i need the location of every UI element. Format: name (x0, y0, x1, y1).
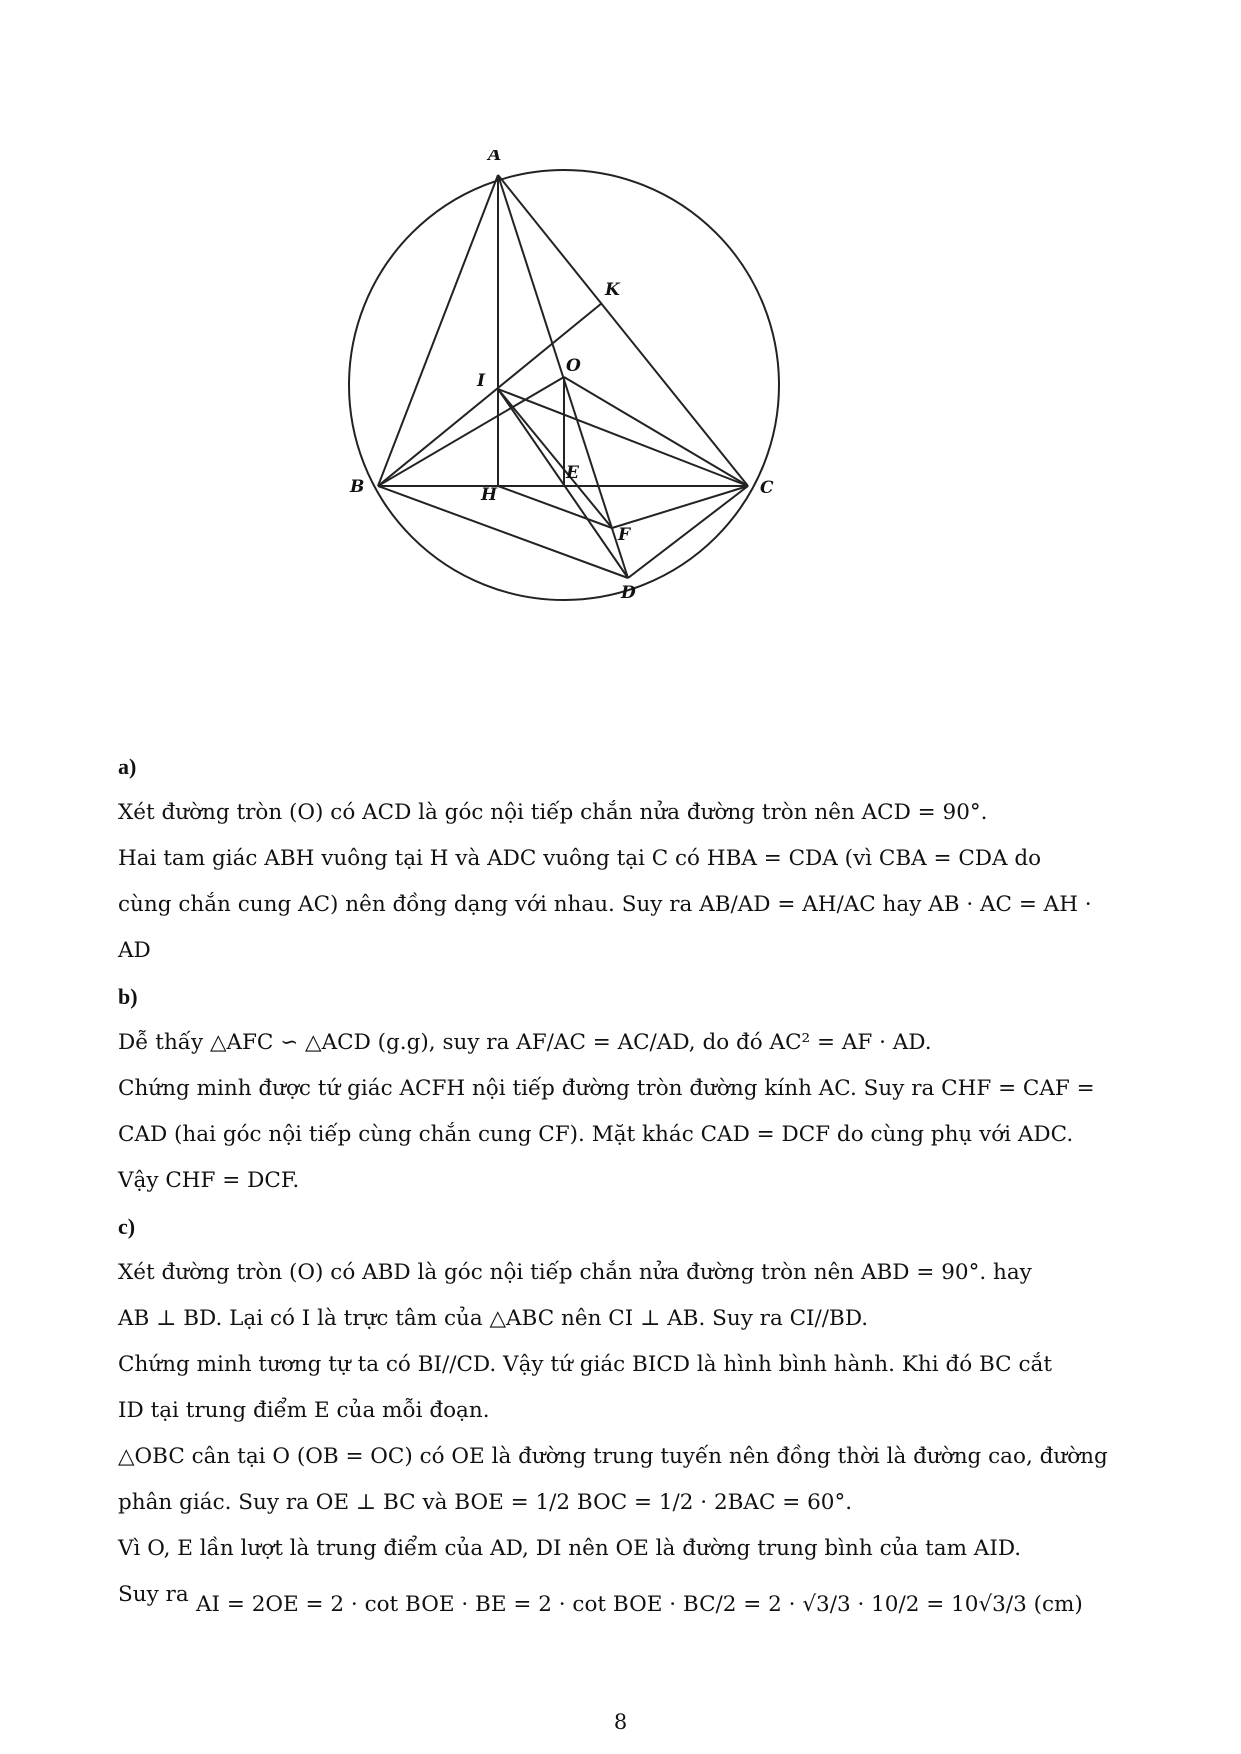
label-E: E (566, 463, 579, 483)
segment-BO (378, 377, 564, 486)
part-a-line2: Hai tam giác ABH vuông tại H và ADC vuông tại C có HBA = CDA (vì CBA = CDA do (118, 846, 1042, 871)
label-F: F (618, 525, 631, 545)
part-a-line3: cùng chắn cung AC) nên đồng dạng với nhau. Suy ra AB/AD = AH/AC hay AB · AC = AH · AD (118, 892, 1092, 963)
part-c-line2: AB ⊥ BD. Lại có I là trực tâm của △ABC nên CI ⊥ AB. Suy ra CI//BD. (118, 1306, 869, 1331)
label-H: H (481, 485, 498, 505)
part-b-heading: b) (118, 984, 138, 1009)
part-b-line3: CAD (hai góc nội tiếp cùng chắn cung CF). Mặt khác CAD = DCF do cùng phụ với ADC. (118, 1122, 1074, 1147)
segment-OC (564, 377, 748, 486)
part-c-line6: phân giác. Suy ra OE ⊥ BC và BOE = 1/2 BOC = 1/2 · 2BAC = 60°. (118, 1490, 853, 1515)
page-number: 8 (613, 1710, 628, 1734)
part-b-line2: Chứng minh được tứ giác ACFH nội tiếp đường tròn đường kính AC. Suy ra CHF = CAF = (118, 1076, 1095, 1101)
label-C: C (760, 478, 774, 498)
label-O: O (566, 356, 581, 376)
part-b-line1: Dễ thấy △AFC ∽ △ACD (g.g), suy ra AF/AC = AC/AD, do đó AC² = AF · AD. (118, 1030, 932, 1055)
segment-AC (498, 175, 748, 486)
solution-text (118, 744, 1128, 1618)
label-I: I (477, 371, 485, 391)
part-c-line4: ID tại trung điểm E của mỗi đoạn. (118, 1398, 490, 1423)
circle-diagram (340, 150, 900, 680)
final-formula: AI = 2OE = 2 · cot BOE · BE = 2 · cot BOE · BC/2 = 2 · √3/3 · 10/2 = 10√3/3 (cm) (196, 1592, 1083, 1617)
part-c-line8: Suy ra (118, 1582, 189, 1607)
segment-AB (378, 175, 498, 486)
part-c-line5: △OBC cân tại O (OB = OC) có OE là đường trung tuyến nên đồng thời là đường cao, đường (118, 1444, 1108, 1469)
label-D: D (621, 583, 636, 603)
label-K: K (605, 280, 620, 300)
label-A: A (488, 150, 502, 165)
segment-BD (378, 486, 628, 578)
segment-IC (498, 389, 748, 486)
part-c-line1: Xét đường tròn (O) có ABD là góc nội tiếp chắn nửa đường tròn nên ABD = 90°. hay (118, 1260, 1032, 1285)
part-c-heading: c) (118, 1214, 136, 1239)
part-b-line4: Vậy CHF = DCF. (118, 1168, 300, 1193)
part-a-line1: Xét đường tròn (O) có ACD là góc nội tiếp chắn nửa đường tròn nên ACD = 90°. (118, 800, 988, 825)
segment-CD (628, 486, 748, 578)
label-B: B (350, 477, 365, 497)
segment-FC (612, 486, 748, 528)
part-c-line3: Chứng minh tương tự ta có BI//CD. Vậy tứ giác BICD là hình bình hành. Khi đó BC cắt (118, 1352, 1052, 1377)
part-c-line7: Vì O, E lần lượt là trung điểm của AD, DI nên OE là đường trung bình của tam AID. (118, 1536, 1022, 1561)
part-a-heading: a) (118, 754, 137, 779)
geometry-figure (340, 150, 900, 680)
